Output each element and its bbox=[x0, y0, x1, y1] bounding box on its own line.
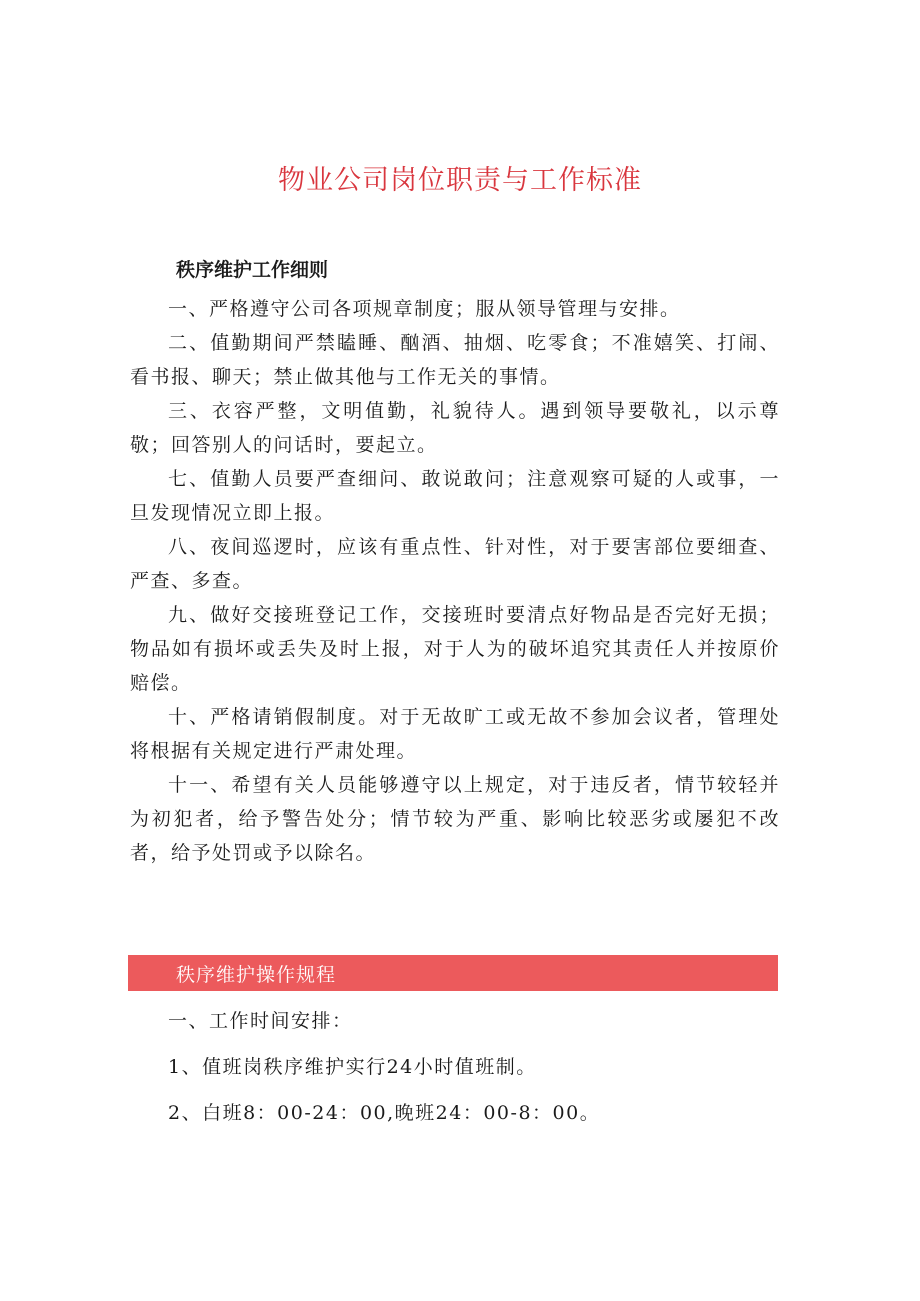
procedures-body bbox=[130, 998, 780, 1136]
rule-paragraph: 十一、希望有关人员能够遵守以上规定，对于违反者，情节较轻并为初犯者，给予警告处分；情节较为严重、影响比较恶劣或屡犯不改者，给予处罚或予以除名。 bbox=[130, 774, 780, 864]
section-banner bbox=[128, 955, 778, 991]
rule-paragraph: 一、严格遵守公司各项规章制度；服从领导管理与安排。 bbox=[168, 298, 681, 320]
rule-paragraph: 八、夜间巡逻时，应该有重点性、针对性，对于要害部位要细查、严查、多查。 bbox=[130, 536, 780, 592]
section-heading-rules: 秩序维护工作细则 bbox=[176, 259, 329, 281]
procedure-line: 一、工作时间安排： bbox=[168, 1010, 353, 1032]
procedure-line: 1、值班岗秩序维护实行24小时值班制。 bbox=[168, 1056, 537, 1078]
section-heading-procedures: 秩序维护操作规程 bbox=[176, 964, 337, 986]
rule-paragraph: 十、严格请销假制度。对于无故旷工或无故不参加会议者，管理处将根据有关规定进行严肃处理。 bbox=[130, 706, 780, 762]
rule-paragraph: 七、值勤人员要严查细问、敢说敢问；注意观察可疑的人或事，一旦发现情况立即上报。 bbox=[130, 468, 780, 524]
rules-body bbox=[130, 292, 780, 870]
rule-paragraph: 二、值勤期间严禁瞌睡、酗酒、抽烟、吃零食；不准嬉笑、打闹、看书报、聊天；禁止做其他与工作无关的事情。 bbox=[130, 332, 780, 388]
rule-paragraph: 九、做好交接班登记工作，交接班时要清点好物品是否完好无损；物品如有损坏或丢失及时上报，对于人为的破坏追究其责任人并按原价赔偿。 bbox=[130, 604, 780, 694]
document-title: 物业公司岗位职责与工作标准 bbox=[278, 165, 642, 196]
procedure-line: 2、白班8：00-24：00,晚班24：00-8：00。 bbox=[168, 1102, 601, 1124]
rule-paragraph: 三、衣容严整，文明值勤，礼貌待人。遇到领导要敬礼，以示尊敬；回答别人的问话时，要起立。 bbox=[130, 400, 780, 456]
